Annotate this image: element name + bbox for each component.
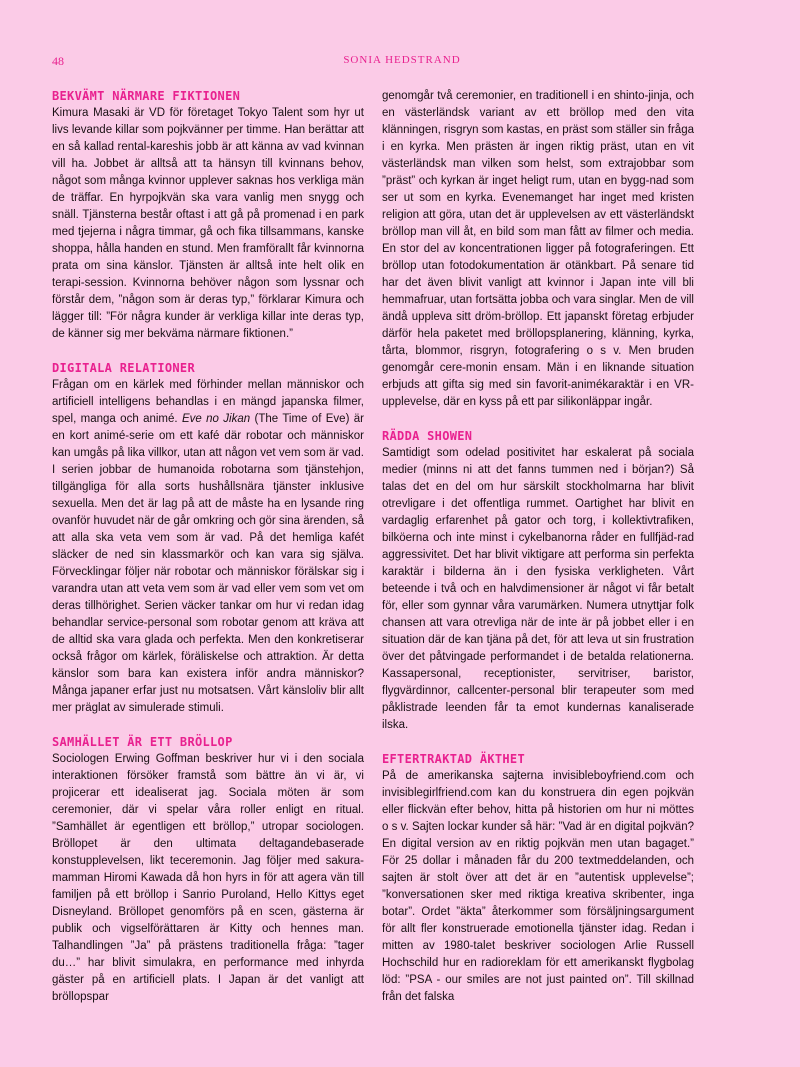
section-heading-radda: RÄDDA SHOWEN [382, 429, 473, 443]
section-heading-samhallet: SAMHÄLLET ÄR ETT BRÖLLOP [52, 735, 233, 749]
section-gap [52, 717, 364, 734]
paragraph-eftertraktad: På de amerikanska sajterna invisibleboyfriend.com och invisiblegirlfriend.com kan du konstruera din egen pojkvän eller flickvän efter behov, hitta på historien om hur ni möttes o s v. Sajten lockar kunder så här: ”Vad är en digital pojkvän? En digital version av en riktig pojkvän men utan bagaget.” För 25 dollar i månaden får du 200 textmeddelanden, och sajten är stolt över att det är en ”autentisk upplevelse”; ”konversationen sker med riktiga kreativa skribenter, inga botar”. Ordet ”äkta” återkommer som försäljningsargument för allt fler konstruerade emotionella tjänster idag. Redan i mitten av 1980-talet beskriver sociologen Arlie Russell Hochschild hur en radioreklam för ett amerikanskt flygbolag löd: ”PSA - our smiles are not just painted on”. Till skillnad från det falska [382, 770, 694, 1003]
paragraph-digitala [52, 377, 364, 717]
right-column [382, 88, 694, 1006]
paragraph-brollop-cont: genomgår två ceremonier, en traditionell i en shinto-jinja, och en västerländsk variant av ett bröllop med den vita klänningen, risgryn som kastas, en präst som ställer sin fråga i en kyrka. Men prästen är ingen riktig präst, utan en vit västerländsk man vilken som helst, som extrajobbar som ”präst” och kyrkan är inget heligt rum, utan en bygg-nad som ser ut som en kyrka. Evenemanget har inget med kristen religion att göra, utan det är upplevelsen av ett västerländskt bröllop man vill åt, en bild som man fått av filmer och media. En stor del av koncentrationen ligger på fotograferingen. Ett bröllop utan fotodokumentation är otänkbart. På senare tid har det även blivit vanligt att kvinnor i Japan inte vill bli hemmafruar, utan fortsätta jobba och vara singlar. Men de vill ändå uppleva sitt dröm-bröllop. Ett japanskt företag erbjuder därför hela paketet med bröllopsplanering, klänning, kyrka, tårta, blommor, risgryn, fotografering o s v. Men bruden genomgår cere-monin ensam. Män i en liknande situation erbjuds att gifta sig med sin favorit-animékaraktär i en VR-upplevelse, där en kyss på ett par silikonläppar ingår. [382, 90, 694, 408]
section-gap [382, 734, 694, 751]
paragraph-radda: Samtidigt som odelad positivitet har eskalerat på sociala medier (minns ni att det fanns tummen ned i början?) Så talas det en del om hur särskilt stockholmarna har blivit otrevligare i det offentliga rummet. Oartighet har blivit en vardaglig erfarenhet på gator och torg, i kollektivtrafiken, bilköerna och inte minst i cykelbanorna råder en fullfjäd-rad aggressivitet. Det har blivit viktigare att performa sin perfekta karaktär i bilderna än i den fysiska verkligheten. Vårt beteende i två och en halvdimensioner är något vi får betalt för, eller som gynnar våra varumärken. Numera utnyttjar folk chansen att vara otrevliga när de inte är på jobbet eller i en situation där de kan tjäna på det, för att leva ut sin frustration över det påtvingade performandet i de betalda relationerna. Kassapersonal, receptionister, servitriser, baristor, flygvärdinnor, callcenter-personal blir terapeuter som med påklistrade leenden får ta emot kundernas kanaliserade ilska. [382, 447, 694, 731]
paragraph-text: Frågan om en kärlek med förhinder mellan människor och artificiell intelligens behandlas i en mängd japanska filmer, spel, manga och animé. [52, 379, 364, 425]
section-heading-digitala: DIGITALA RELATIONER [52, 361, 195, 375]
page-header [52, 54, 752, 68]
paragraph-text: (The Time of Eve) är en kort animé-serie om ett kafé där robotar och människor kan umgås på lika villkor, utan att någon vet vem som är vad. I serien jobbar de humanoida robotarna som tjänstehjon, tillgängliga för alla sorts hushållsnära tjänster inklusive sexuella. Men det är lag på att de måste ha en lysande ring ovanför huvudet när de går omkring och gör sina ärenden, så att alla ska veta vem som är vad. På det hemliga kafét släcker de ned sin klassmarkör och kan vara sig själva. Förvecklingar följer när robotar och människor förälskar sig i varandra utan att veta vem som är vad eller vem som vet om deras tillhörighet. Serien väcker tankar om hur vi redan idag behandlar service-personal som robotar genom att kräva att de alltid ska vara glada och perfekta. Men den konkretiserar också frågor om kärlek, föräliskelse och attraktion. Är detta känslor som bara kan existera inför andra människor? Många japaner erfar just nu motsatsen. Vårt känsloliv blir allt mer präglat av simulerade stimuli. [52, 413, 364, 714]
section-heading-eftertraktad: EFTERTRAKTAD ÄKTHET [382, 752, 525, 766]
section-heading-bekvamt: BEKVÄMT NÄRMARE FIKTIONEN [52, 89, 241, 103]
section-gap [382, 411, 694, 428]
section-gap [52, 343, 364, 360]
page-number: 48 [52, 54, 64, 68]
paragraph-samhallet: Sociologen Erwing Goffman beskriver hur vi i den sociala interaktionen försöker framstå som bättre än vi är, vi projicerar ett idealiserat jag. Sociala möten är som ceremonier, där vi spelar våra roller enligt en ritual. ”Samhället är egentligen ett bröllop,” utropar sociologen. Bröllopet är den ultimata deltagandebaserade konstupplevelsen, likt teceremonin. Jag följer med sakura-mamman Hiromi Kawada då hon hyrs in för att agera vän till familjen på ett bröllop i Sanrio Puroland, Hello Kittys eget Disneyland. Bröllopet genomförs på en scen, gästerna är publik och vigselförättaren är Kitty och hennes man. Talhandlingen ”Ja” på prästens traditionella fråga: ”tager du…” har blivit simulakra, en performance med inhyrda gäster på en artificiell plats. I Japan är det vanligt att bröllopspar [52, 753, 364, 1003]
running-head: SONIA HEDSTRAND [343, 54, 461, 66]
left-column [52, 88, 364, 1006]
paragraph-bekvamt: Kimura Masaki är VD för företaget Tokyo Talent som hyr ut livs levande killar som pojkvänner per timme. Han berättar att en så kallad rental-kareshis jobb är att känna av vad kvinnan vill ha. Jobbet är alltså att ta hänsyn till kvinnans behov, något som många kvinnor upplever saknas hos verkliga män de träffar. En hyrpojkvän ska vara vanlig men snygg och snäll. Tjänsterna består oftast i att gå på promenad i en park med tjejerna i några timmar, gå och fika tillsammans, kanske shoppa, hålla handen en stund. Men framförallt får kvinnorna prata om sina känslor. Tjänsten är alltså inte helt olik en terapi-session. Kvinnorna behöver någon som lyssnar och förstår dem, ”någon som är deras typ,” förklarar Kimura och lägger till: ”För några kunder är verkliga killar inte deras typ, de känner sig mer bekväma närmare fiktionen.” [52, 107, 364, 340]
italic-title: Eve no Jikan [181, 413, 251, 425]
